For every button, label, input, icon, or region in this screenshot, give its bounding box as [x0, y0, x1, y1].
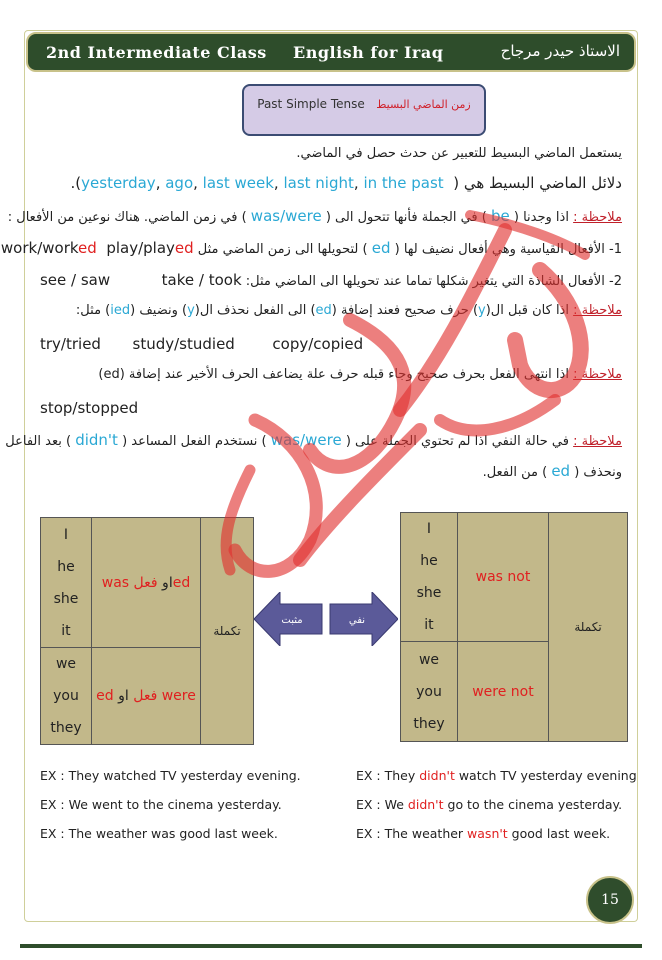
- direction-arrows: [254, 592, 398, 646]
- example-verb: see / saw: [39, 271, 111, 289]
- verb-plural: were not: [458, 642, 549, 742]
- negative-example: [356, 797, 622, 812]
- note-text: ) في زمن الماضي. هناك نوعين من الأفعال :: [7, 210, 247, 225]
- example-text: EX : We: [356, 797, 408, 812]
- note-negative-line: [5, 431, 622, 449]
- keyword-ied: ied: [110, 303, 131, 318]
- regular-verbs-line: [1, 239, 622, 257]
- note-label: ملاحظة :: [573, 303, 622, 318]
- example-negation: didn't: [407, 797, 444, 812]
- example-text: watch TV yesterday evening: [454, 768, 637, 783]
- rule-text: 2- الأفعال الشاذة التي يتغير شكلها تماما عند تحويلها الى الماضي مثل:: [245, 274, 622, 289]
- note-text: ) حرف صحيح فعند إضافة (: [331, 303, 479, 318]
- note-be-line: [8, 207, 622, 225]
- keyword-was-were: was/were: [270, 431, 342, 449]
- pronoun: we: [418, 651, 440, 668]
- affirmative-example: EX : The weather was good last week.: [40, 826, 278, 841]
- definition-line: يستعمل الماضي البسيط للتعبير عن حدث حصل في الماضي.: [296, 146, 622, 161]
- pronoun: you: [416, 683, 442, 700]
- keyword-was-were: was/were: [250, 207, 322, 225]
- example-text: EX : They: [356, 768, 420, 783]
- example-negation: wasn't: [467, 826, 508, 841]
- book-title: English for Iraq: [293, 43, 444, 62]
- pronouns-singular: [41, 518, 92, 648]
- note-text: ) من الفعل.: [482, 465, 548, 480]
- negative-example: [356, 768, 637, 783]
- example-negation: didn't: [419, 768, 455, 783]
- irregular-verbs-line: [18, 271, 622, 289]
- verb-or: او: [118, 688, 129, 704]
- y-examples-line: [40, 335, 363, 353]
- double-example: stop/stopped: [40, 399, 139, 417]
- note-text: ) مثل:: [75, 303, 111, 318]
- lesson-title-en: Past Simple Tense: [257, 97, 365, 111]
- verb-ed: ed: [96, 688, 114, 704]
- signal-words-label: دلائل الماضي البسيط هي (: [453, 174, 622, 192]
- signal-words-end: ).: [70, 174, 82, 192]
- affirmative-example: EX : We went to the cinema yesterday.: [40, 797, 282, 812]
- negative-example: [356, 826, 610, 841]
- signal-word: ago: [165, 174, 194, 192]
- signal-word: last night: [283, 174, 354, 192]
- note-text: في حالة النفي اذا لم تحتوي الجملة على (: [345, 434, 569, 449]
- negative-table: [400, 512, 628, 742]
- note-text: ) نستخدم الفعل المساعد (: [122, 434, 267, 449]
- keyword-ed: ed: [551, 462, 571, 480]
- rule-text: 1- الأفعال القياسية وهي أفعال نضيف لها (: [394, 242, 622, 257]
- example-verb: take / took: [161, 271, 242, 289]
- note-text: اذا وجدنا (: [513, 210, 569, 225]
- bottom-divider: [20, 944, 642, 948]
- affirmative-table: [40, 517, 254, 745]
- keyword-didnt: didn't: [75, 431, 118, 449]
- keyword-be: be: [490, 207, 510, 225]
- class-title: 2nd Intermediate Class: [46, 43, 267, 62]
- example-verb: study/studied: [132, 335, 235, 353]
- pronoun: he: [57, 558, 75, 575]
- note-text: اذا انتهى الفعل بحرف صحيح وجاء قبله حرف علة يضاعف الحرف الأخير عند إضافة (ed): [98, 367, 569, 382]
- verb-plural: [92, 648, 201, 745]
- note-double-line: [98, 367, 622, 382]
- note-text: ) ونضيف (: [130, 303, 188, 318]
- teacher-name: الاستاذ حيدر مرجاح: [500, 42, 620, 60]
- note-text: ) الى الفعل نحذف ال(: [194, 303, 316, 318]
- pronoun: it: [424, 617, 434, 633]
- remove-ed-line: [483, 462, 622, 480]
- pronoun: she: [416, 585, 442, 601]
- pronoun: they: [50, 720, 82, 736]
- example-verb: copy/copied: [272, 335, 364, 353]
- verb-singular: was not: [458, 513, 549, 642]
- verb-was: was: [101, 574, 130, 591]
- example-text: EX : The weather: [356, 826, 468, 841]
- lesson-title-box: [242, 84, 486, 136]
- keyword-ed: ed: [315, 303, 332, 318]
- example-suffix: ed: [78, 239, 97, 257]
- pronouns-plural: [41, 648, 92, 745]
- signal-word: last week: [202, 174, 274, 192]
- example-suffix: ed: [174, 239, 194, 257]
- example-text: go to the cinema yesterday.: [443, 797, 623, 812]
- example-verb: try/tried: [40, 335, 101, 353]
- note-text: اذا كان قبل ال(: [485, 303, 569, 318]
- negative-label: نفي: [348, 615, 366, 626]
- note-y-line: [76, 303, 622, 318]
- verb-ed: ed: [172, 574, 191, 591]
- verb-word: فعل: [113, 688, 158, 704]
- note-label: ملاحظة :: [573, 210, 622, 225]
- page-header: [26, 32, 636, 72]
- pronoun: I: [63, 526, 69, 543]
- pronouns-singular: [401, 513, 458, 642]
- page-number-badge: 15: [586, 876, 634, 924]
- rule-text: ) لتحويلها الى زمن الماضي مثل: [197, 242, 368, 257]
- signal-word: in the past: [363, 174, 444, 192]
- signal-word: yesterday: [81, 174, 156, 192]
- note-label: ملاحظة :: [573, 434, 622, 449]
- affirmative-example: EX : They watched TV yesterday evening.: [40, 768, 301, 783]
- verb-or: او: [129, 574, 173, 591]
- pronoun: you: [53, 688, 79, 704]
- example-verb: work/work: [0, 239, 79, 257]
- verb-word: فعل: [133, 574, 158, 591]
- signal-words-line: دلائل الماضي البسيط هي ( yesterday, ago, last week, last night, in the past ).: [70, 174, 622, 192]
- affirmative-label: مثبت: [281, 615, 303, 626]
- verb-singular: [92, 518, 201, 648]
- pronouns-plural: [401, 642, 458, 742]
- pronoun: it: [61, 622, 71, 639]
- pronoun: he: [420, 553, 438, 569]
- complement-cell: تكملة: [549, 513, 628, 742]
- note-text: ) في الجملة فأنها تتحول الى (: [325, 210, 487, 225]
- note-label: ملاحظة :: [573, 367, 622, 382]
- verb-were: were: [157, 688, 196, 704]
- keyword-ed: ed: [371, 239, 391, 257]
- note-text: ونحذف (: [574, 465, 622, 480]
- keyword-y: y: [187, 303, 195, 318]
- note-text: ) بعد الفاعل: [5, 434, 72, 449]
- example-text: good last week.: [507, 826, 611, 841]
- pronoun: we: [55, 656, 77, 672]
- pronoun: they: [413, 715, 445, 732]
- example-verb: play/play: [106, 239, 175, 257]
- lesson-title-ar: زمن الماضي البسيط: [376, 98, 471, 111]
- pronoun: she: [53, 590, 79, 607]
- pronoun: I: [426, 521, 432, 537]
- keyword-y: y: [478, 303, 486, 318]
- complement-cell: تكملة: [201, 518, 254, 745]
